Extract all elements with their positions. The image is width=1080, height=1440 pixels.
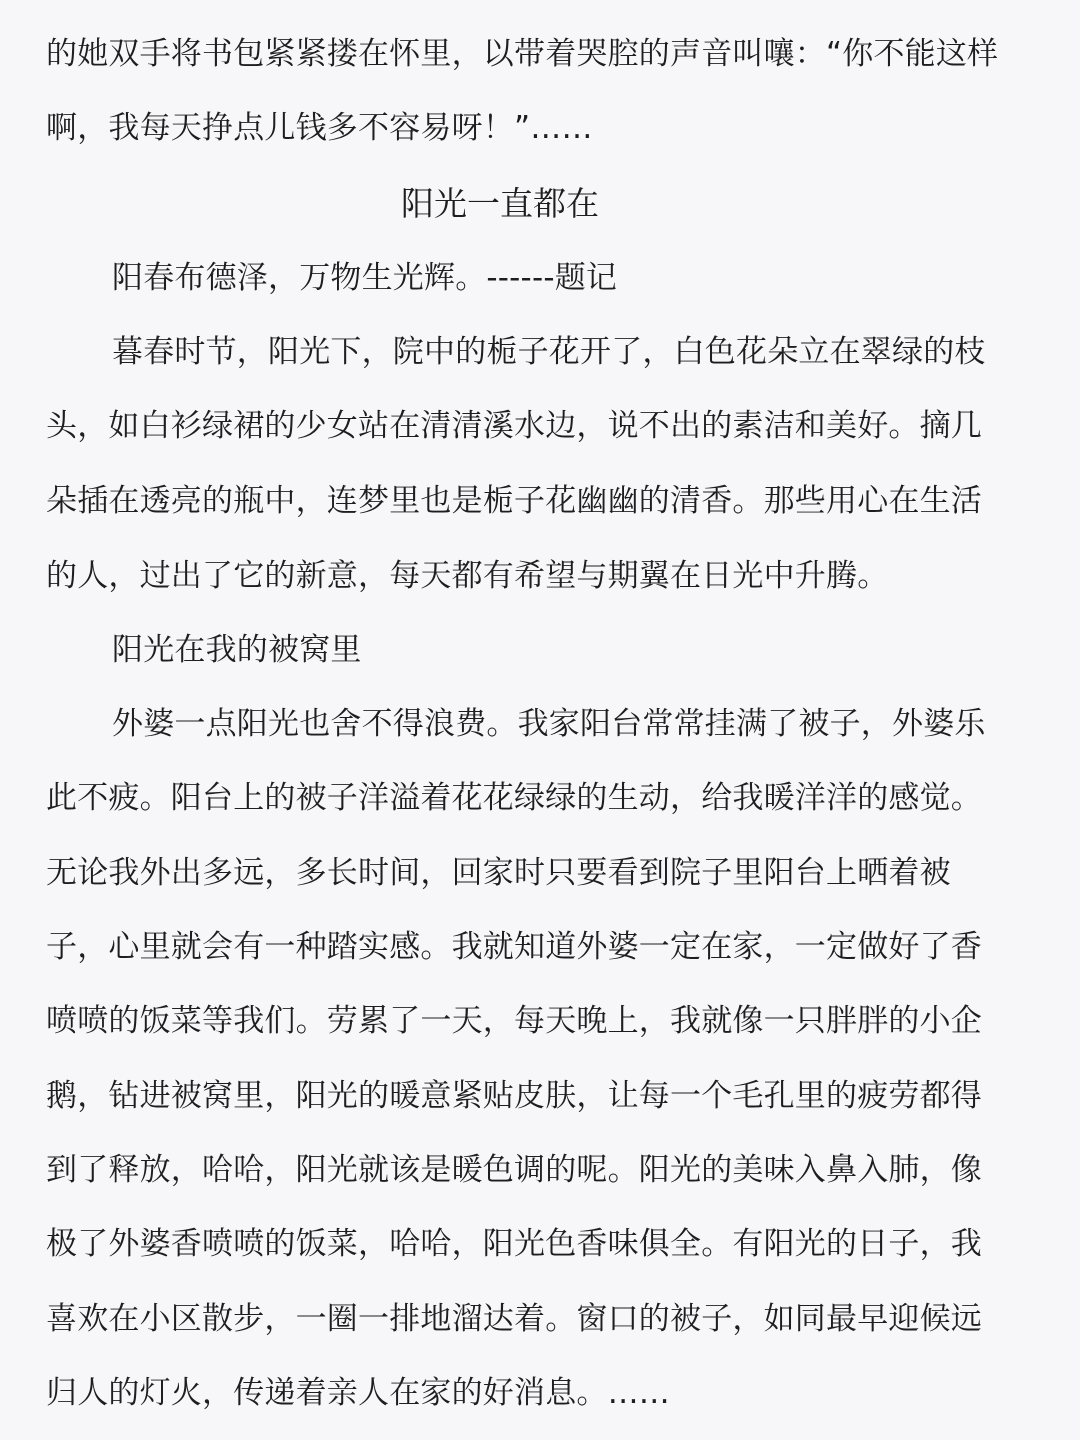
text-line: 喜欢在小区散步，一圈一排地溜达着。窗口的被子，如同最早迎候远: [46, 1301, 982, 1337]
text-line: 喷喷的饭菜等我们。劳累了一天，每天晚上，我就像一只胖胖的小企: [46, 1003, 982, 1039]
text-line: 此不疲。阳台上的被子洋溢着花花绿绿的生动，给我暖洋洋的感觉。: [46, 780, 982, 816]
text-line: 极了外婆香喷喷的饭菜，哈哈，阳光色香味俱全。有阳光的日子，我: [46, 1226, 982, 1262]
text-line: 鹅，钻进被窝里，阳光的暖意紧贴皮肤，让每一个毛孔里的疲劳都得: [46, 1078, 982, 1114]
essay-title: 阳光一直都在: [401, 184, 599, 223]
text-line: 归人的灯火，传递着亲人在家的好消息。……: [46, 1375, 670, 1411]
text-line: 朵插在透亮的瓶中，连梦里也是栀子花幽幽的清香。那些用心在生活: [46, 483, 982, 519]
subheading: 阳光在我的被窝里: [112, 632, 362, 668]
text-line: 外婆一点阳光也舍不得浪费。我家阳台常常挂满了被子，外婆乐: [112, 706, 986, 742]
text-line: 暮春时节，阳光下，院中的栀子花开了，白色花朵立在翠绿的枝: [112, 334, 986, 370]
text-line: 啊，我每天挣点儿钱多不容易呀！”……: [46, 110, 593, 146]
text-line: 到了释放，哈哈，阳光就该是暖色调的呢。阳光的美味入鼻入肺，像: [46, 1152, 982, 1188]
text-line: 头，如白衫绿裙的少女站在清清溪水边，说不出的素洁和美好。摘几: [46, 408, 982, 444]
text-line: 的她双手将书包紧紧搂在怀里，以带着哭腔的声音叫嚷：“你不能这样: [46, 36, 999, 72]
text-line: 的人，过出了它的新意，每天都有希望与期翼在日光中升腾。: [46, 558, 889, 594]
text-line: 子，心里就会有一种踏实感。我就知道外婆一定在家，一定做好了香: [46, 929, 982, 965]
epigraph: 阳春布德泽，万物生光辉。------题记: [112, 260, 618, 296]
text-line: 无论我外出多远，多长时间，回家时只要看到院子里阳台上晒着被: [46, 855, 951, 891]
